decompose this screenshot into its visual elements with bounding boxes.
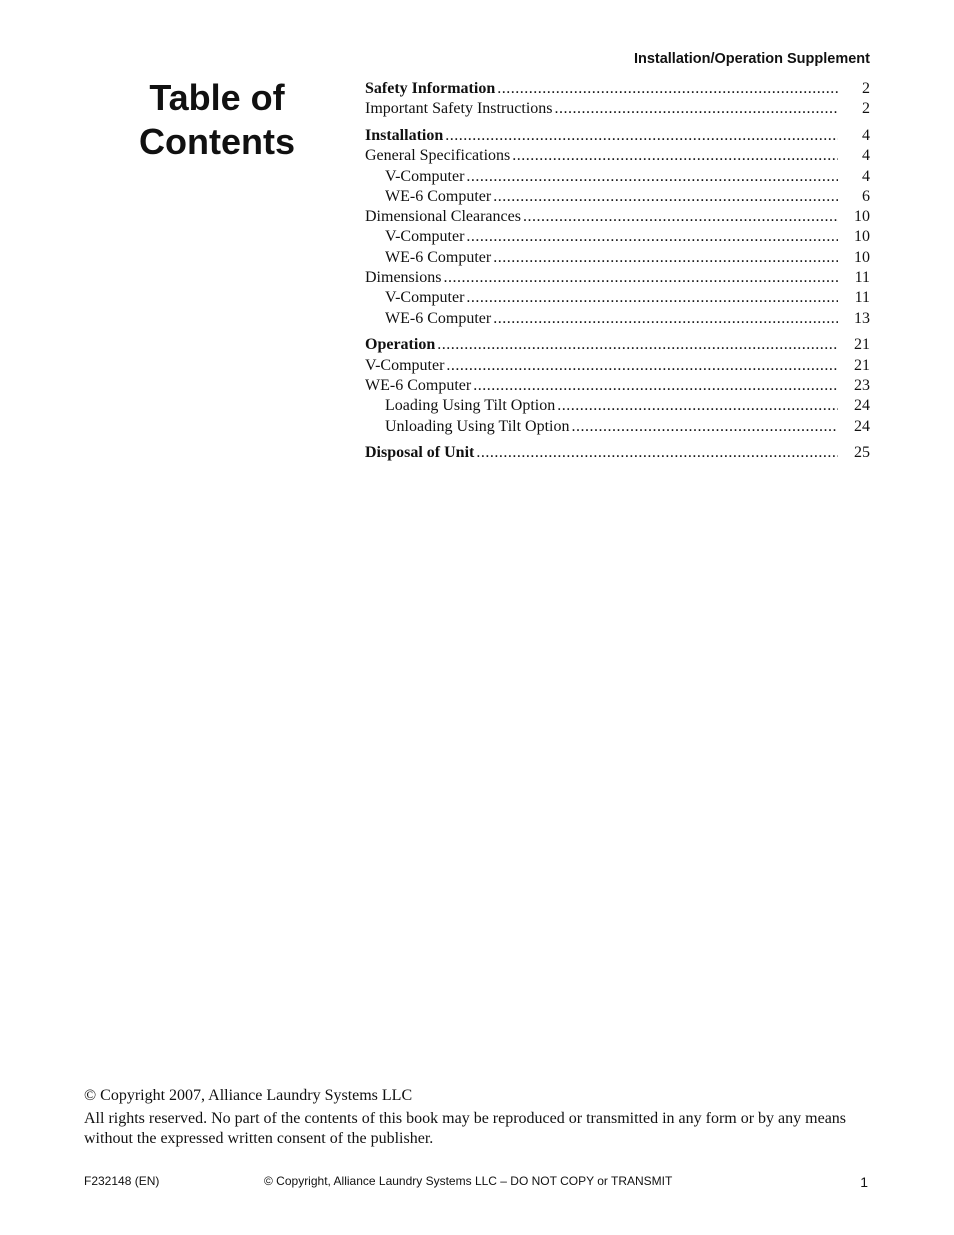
toc-entry-title: V-Computer	[385, 167, 465, 185]
toc-entry-page: 11	[854, 289, 870, 307]
toc-entry-page: 4	[862, 126, 870, 144]
rights-statement: All rights reserved. No part of the contents of this book may be reproduced or transmitted in any form or by any means without the expressed written consent of the publisher.	[84, 1110, 847, 1147]
toc-dot-leader	[437, 335, 838, 355]
toc-dot-leader	[555, 99, 838, 119]
footer-page-number: 1	[860, 1174, 868, 1190]
toc-dot-leader	[466, 227, 838, 247]
toc-entry[interactable]	[365, 248, 870, 268]
copyright-notice: © Copyright 2007, Alliance Laundry Systems LLC	[84, 1087, 413, 1104]
toc-entry[interactable]	[365, 417, 870, 437]
toc-dot-leader	[512, 146, 838, 166]
toc-entry[interactable]	[365, 288, 870, 308]
toc-entry-page: 2	[862, 100, 870, 118]
toc-entry[interactable]	[365, 309, 870, 329]
toc-entry-title: Safety Information	[365, 80, 496, 97]
footer-notice: © Copyright, Alliance Laundry Systems LLC – DO NOT COPY or TRANSMIT	[264, 1174, 673, 1188]
toc-entry-title: WE-6 Computer	[385, 309, 492, 327]
toc-entry[interactable]	[365, 268, 870, 288]
toc-dot-leader	[466, 288, 838, 308]
toc-dot-leader	[473, 376, 838, 396]
toc-entry-page: 24	[854, 417, 870, 435]
toc-dot-leader	[523, 207, 838, 227]
toc-entry[interactable]	[365, 126, 870, 146]
toc-entry-page: 10	[854, 228, 870, 246]
toc-dot-leader	[445, 126, 838, 146]
toc-entry-title: V-Computer	[365, 356, 445, 374]
toc-entry-title: Operation	[365, 336, 436, 354]
page-title	[108, 76, 326, 164]
toc-entry-page: 21	[854, 336, 870, 354]
toc-entry[interactable]	[365, 376, 870, 396]
table-of-contents	[365, 79, 870, 464]
toc-entry-page: 24	[854, 397, 870, 415]
toc-entry[interactable]	[365, 227, 870, 247]
toc-entry[interactable]	[365, 187, 870, 207]
toc-entry[interactable]	[365, 356, 870, 376]
toc-entry-page: 11	[854, 269, 870, 287]
page-title-line-1: Table of	[149, 77, 285, 118]
toc-dot-leader	[446, 356, 838, 376]
toc-entry[interactable]	[365, 99, 870, 119]
toc-dot-leader	[571, 417, 838, 437]
toc-entry-page: 4	[862, 147, 870, 165]
toc-dot-leader	[493, 248, 838, 268]
footer-doc-number: F232148 (EN)	[84, 1174, 160, 1188]
toc-entry-page: 23	[854, 376, 870, 394]
toc-dot-leader	[476, 443, 838, 463]
toc-entry-title: Installation	[365, 126, 444, 144]
toc-entry[interactable]	[365, 396, 870, 416]
toc-entry[interactable]	[365, 79, 870, 99]
toc-entry-page: 13	[854, 309, 870, 327]
toc-entry-title: General Specifications	[365, 147, 511, 165]
toc-entry[interactable]	[365, 207, 870, 227]
toc-entry-page: 10	[854, 248, 870, 266]
toc-entry[interactable]	[365, 443, 870, 463]
toc-entry-page: 21	[854, 356, 870, 374]
toc-entry-page: 25	[854, 444, 870, 462]
toc-dot-leader	[443, 268, 838, 288]
toc-dot-leader	[493, 309, 838, 329]
page-title-line-2: Contents	[139, 121, 295, 162]
toc-entry-title: Important Safety Instructions	[365, 100, 553, 118]
toc-entry-title: V-Computer	[385, 289, 465, 307]
toc-entry[interactable]	[365, 335, 870, 355]
toc-entry-title: Disposal of Unit	[365, 444, 475, 462]
toc-entry-title: WE-6 Computer	[385, 248, 492, 266]
toc-entry[interactable]	[365, 146, 870, 166]
toc-entry[interactable]	[365, 167, 870, 187]
toc-dot-leader	[466, 167, 838, 187]
toc-entry-title: Dimensional Clearances	[365, 208, 521, 226]
toc-entry-page: 4	[862, 167, 870, 185]
header-title: Installation/Operation Supplement	[633, 51, 870, 67]
toc-dot-leader	[497, 79, 838, 99]
toc-entry-title: WE-6 Computer	[365, 376, 472, 394]
toc-dot-leader	[557, 396, 838, 416]
toc-entry-page: 10	[854, 208, 870, 226]
toc-entry-title: Loading Using Tilt Option	[385, 397, 556, 415]
toc-entry-title: WE-6 Computer	[385, 187, 492, 205]
toc-dot-leader	[493, 187, 838, 207]
toc-entry-title: Dimensions	[365, 269, 442, 287]
toc-entry-page: 6	[862, 187, 870, 205]
toc-entry-title: Unloading Using Tilt Option	[385, 417, 570, 435]
toc-entry-title: V-Computer	[385, 228, 465, 246]
toc-entry-page: 2	[862, 80, 870, 97]
